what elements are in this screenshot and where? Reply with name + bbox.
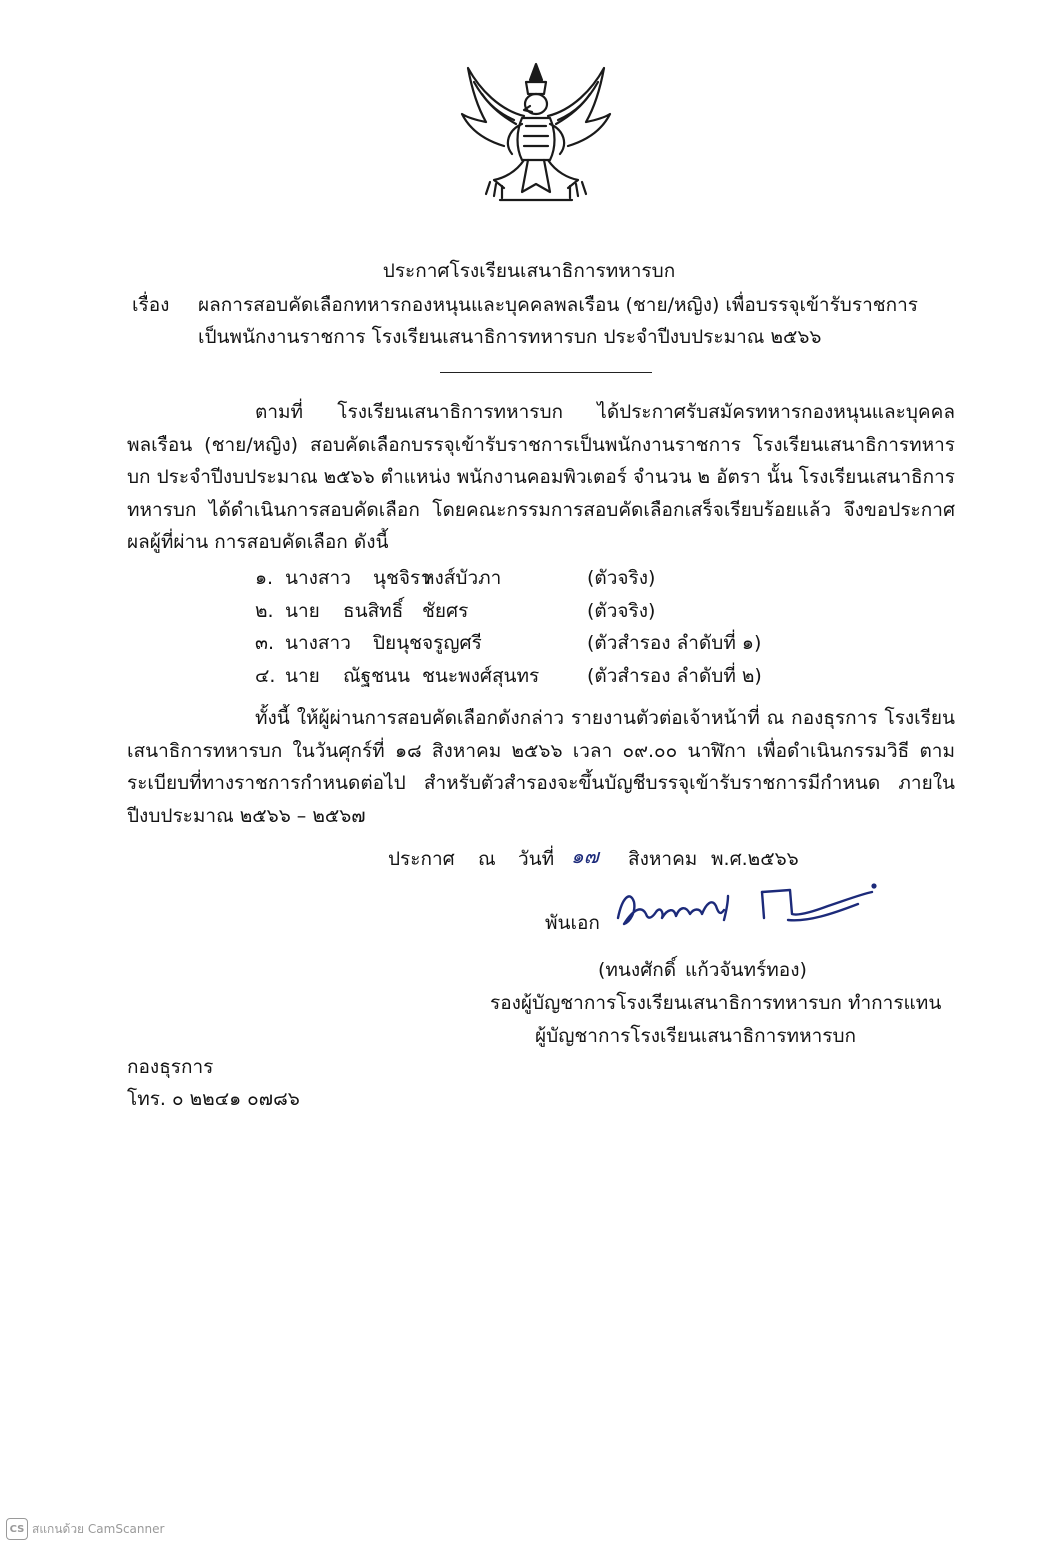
- garuda-emblem-icon: [460, 60, 612, 210]
- list-item: [255, 661, 855, 694]
- intro-paragraph: ตามที่ โรงเรียนเสนาธิการทหารบก ได้ประกาศรับสมัครทหารกองหนุนและบุคคลพลเรือน (ชาย/หญิง) สอบคัดเลือกบรรจุเข้ารับราชการเป็นพนักงานราชการ โรงเรียนเสนาธิการทหารบก ประจำปีงบประมาณ ๒๕๖๖ ตำแหน่ง พนักงานคอมพิวเตอร์ จำนวน ๒ อัตรา นั้น โรงเรียนเสนาธิการทหารบก ได้ดำเนินการสอบคัดเลือก โดยคณะกรรมการสอบคัดเลือกเสร็จเรียบร้อยแล้ว จึงขอประกาศผลผู้ที่ผ่าน การสอบคัดเลือก ดังนี้: [127, 401, 955, 553]
- page-title: ประกาศโรงเรียนเสนาธิการทหารบก: [382, 260, 676, 282]
- candidate-list: [255, 563, 855, 693]
- item-number: ๓.: [255, 632, 275, 654]
- announce-day-handwritten: ๑๗: [571, 844, 599, 868]
- item-title: นาย: [285, 599, 320, 622]
- item-title: นางสาว: [285, 567, 351, 589]
- item-number: ๒.: [255, 599, 274, 622]
- scanner-watermark: [6, 1518, 164, 1540]
- instruction-paragraph: ทั้งนี้ ให้ผู้ผ่านการสอบคัดเลือกดังกล่าว รายงานตัวต่อเจ้าหน้าที่ ณ กองธุรการ โรงเรียนเสนาธิการทหารบก ในวันศุกร์ที่ ๑๘ สิงหาคม ๒๕๖๖ เวลา ๐๙.๐๐ นาฬิกา เพื่อดำเนินกรรมวิธี ตามระเบียบที่ทางราชการกำหนดต่อไป สำหรับตัวสำรองจะขึ้นบัญชีบรรจุเข้ารับราชการมีกำหนด ภายในปีงบประมาณ ๒๕๖๖ – ๒๕๖๗: [127, 707, 955, 827]
- footer-phone: โทร. ๐ ๒๒๔๑ ๐๗๘๖: [127, 1088, 300, 1110]
- item-title: นางสาว: [285, 632, 351, 654]
- signer-first-name: (ทนงศักดิ์: [598, 959, 677, 981]
- item-title: นาย: [285, 664, 320, 687]
- item-note: (ตัวสำรอง ลำดับที่ ๑): [587, 632, 762, 654]
- signer-last-name: แก้วจันทร์ทอง): [685, 959, 807, 981]
- item-number: ๑.: [255, 567, 274, 589]
- list-item: [255, 563, 855, 596]
- item-last-name: จรูญศรี: [422, 632, 482, 654]
- item-number: ๔.: [255, 664, 276, 687]
- item-note: (ตัวจริง): [587, 599, 656, 622]
- item-last-name: หงส์บัวภา: [422, 567, 502, 589]
- item-note: (ตัวจริง): [587, 567, 656, 589]
- list-item: [255, 596, 855, 629]
- item-first-name: ธนสิทธิ์: [343, 599, 404, 622]
- list-item: [255, 628, 855, 661]
- announce-day-label: วันที่: [518, 848, 555, 870]
- subject-line-1: ผลการสอบคัดเลือกทหารกองหนุนและบุคคลพลเรือน (ชาย/หญิง) เพื่อบรรจุเข้ารับราชการ: [198, 294, 919, 316]
- signer-position-2-text: ผู้บัญชาการโรงเรียนเสนาธิการทหารบก: [535, 1025, 857, 1047]
- announce-at: ณ: [478, 848, 496, 870]
- footer-department: กองธุรการ: [127, 1056, 214, 1078]
- camscanner-logo-icon: CS: [6, 1518, 28, 1540]
- item-first-name: นุชจิรา: [373, 567, 431, 589]
- announce-year: พ.ศ.๒๕๖๖: [711, 848, 799, 870]
- subject-line-2: เป็นพนักงานราชการ โรงเรียนเสนาธิการทหารบก ประจำปีงบประมาณ ๒๕๖๖: [198, 326, 822, 348]
- signer-position-1-text: รองผู้บัญชาการโรงเรียนเสนาธิการทหารบก ทำการแทน: [490, 992, 942, 1014]
- item-first-name: ณัฐชนน: [343, 664, 410, 687]
- signer-rank: พันเอก: [545, 912, 600, 934]
- item-note: (ตัวสำรอง ลำดับที่ ๒): [587, 664, 762, 687]
- announce-month: สิงหาคม: [628, 848, 698, 870]
- scanner-watermark-text: สแกนด้วย CamScanner: [32, 1521, 165, 1536]
- handwritten-signature-icon: [612, 878, 882, 948]
- announce-word: ประกาศ: [388, 848, 455, 870]
- item-last-name: ชนะพงศ์สุนทร: [422, 664, 540, 687]
- item-first-name: ปิยนุช: [373, 632, 423, 654]
- item-last-name: ชัยศร: [422, 599, 469, 622]
- subject-label: เรื่อง: [132, 294, 170, 316]
- title-divider: [440, 372, 652, 373]
